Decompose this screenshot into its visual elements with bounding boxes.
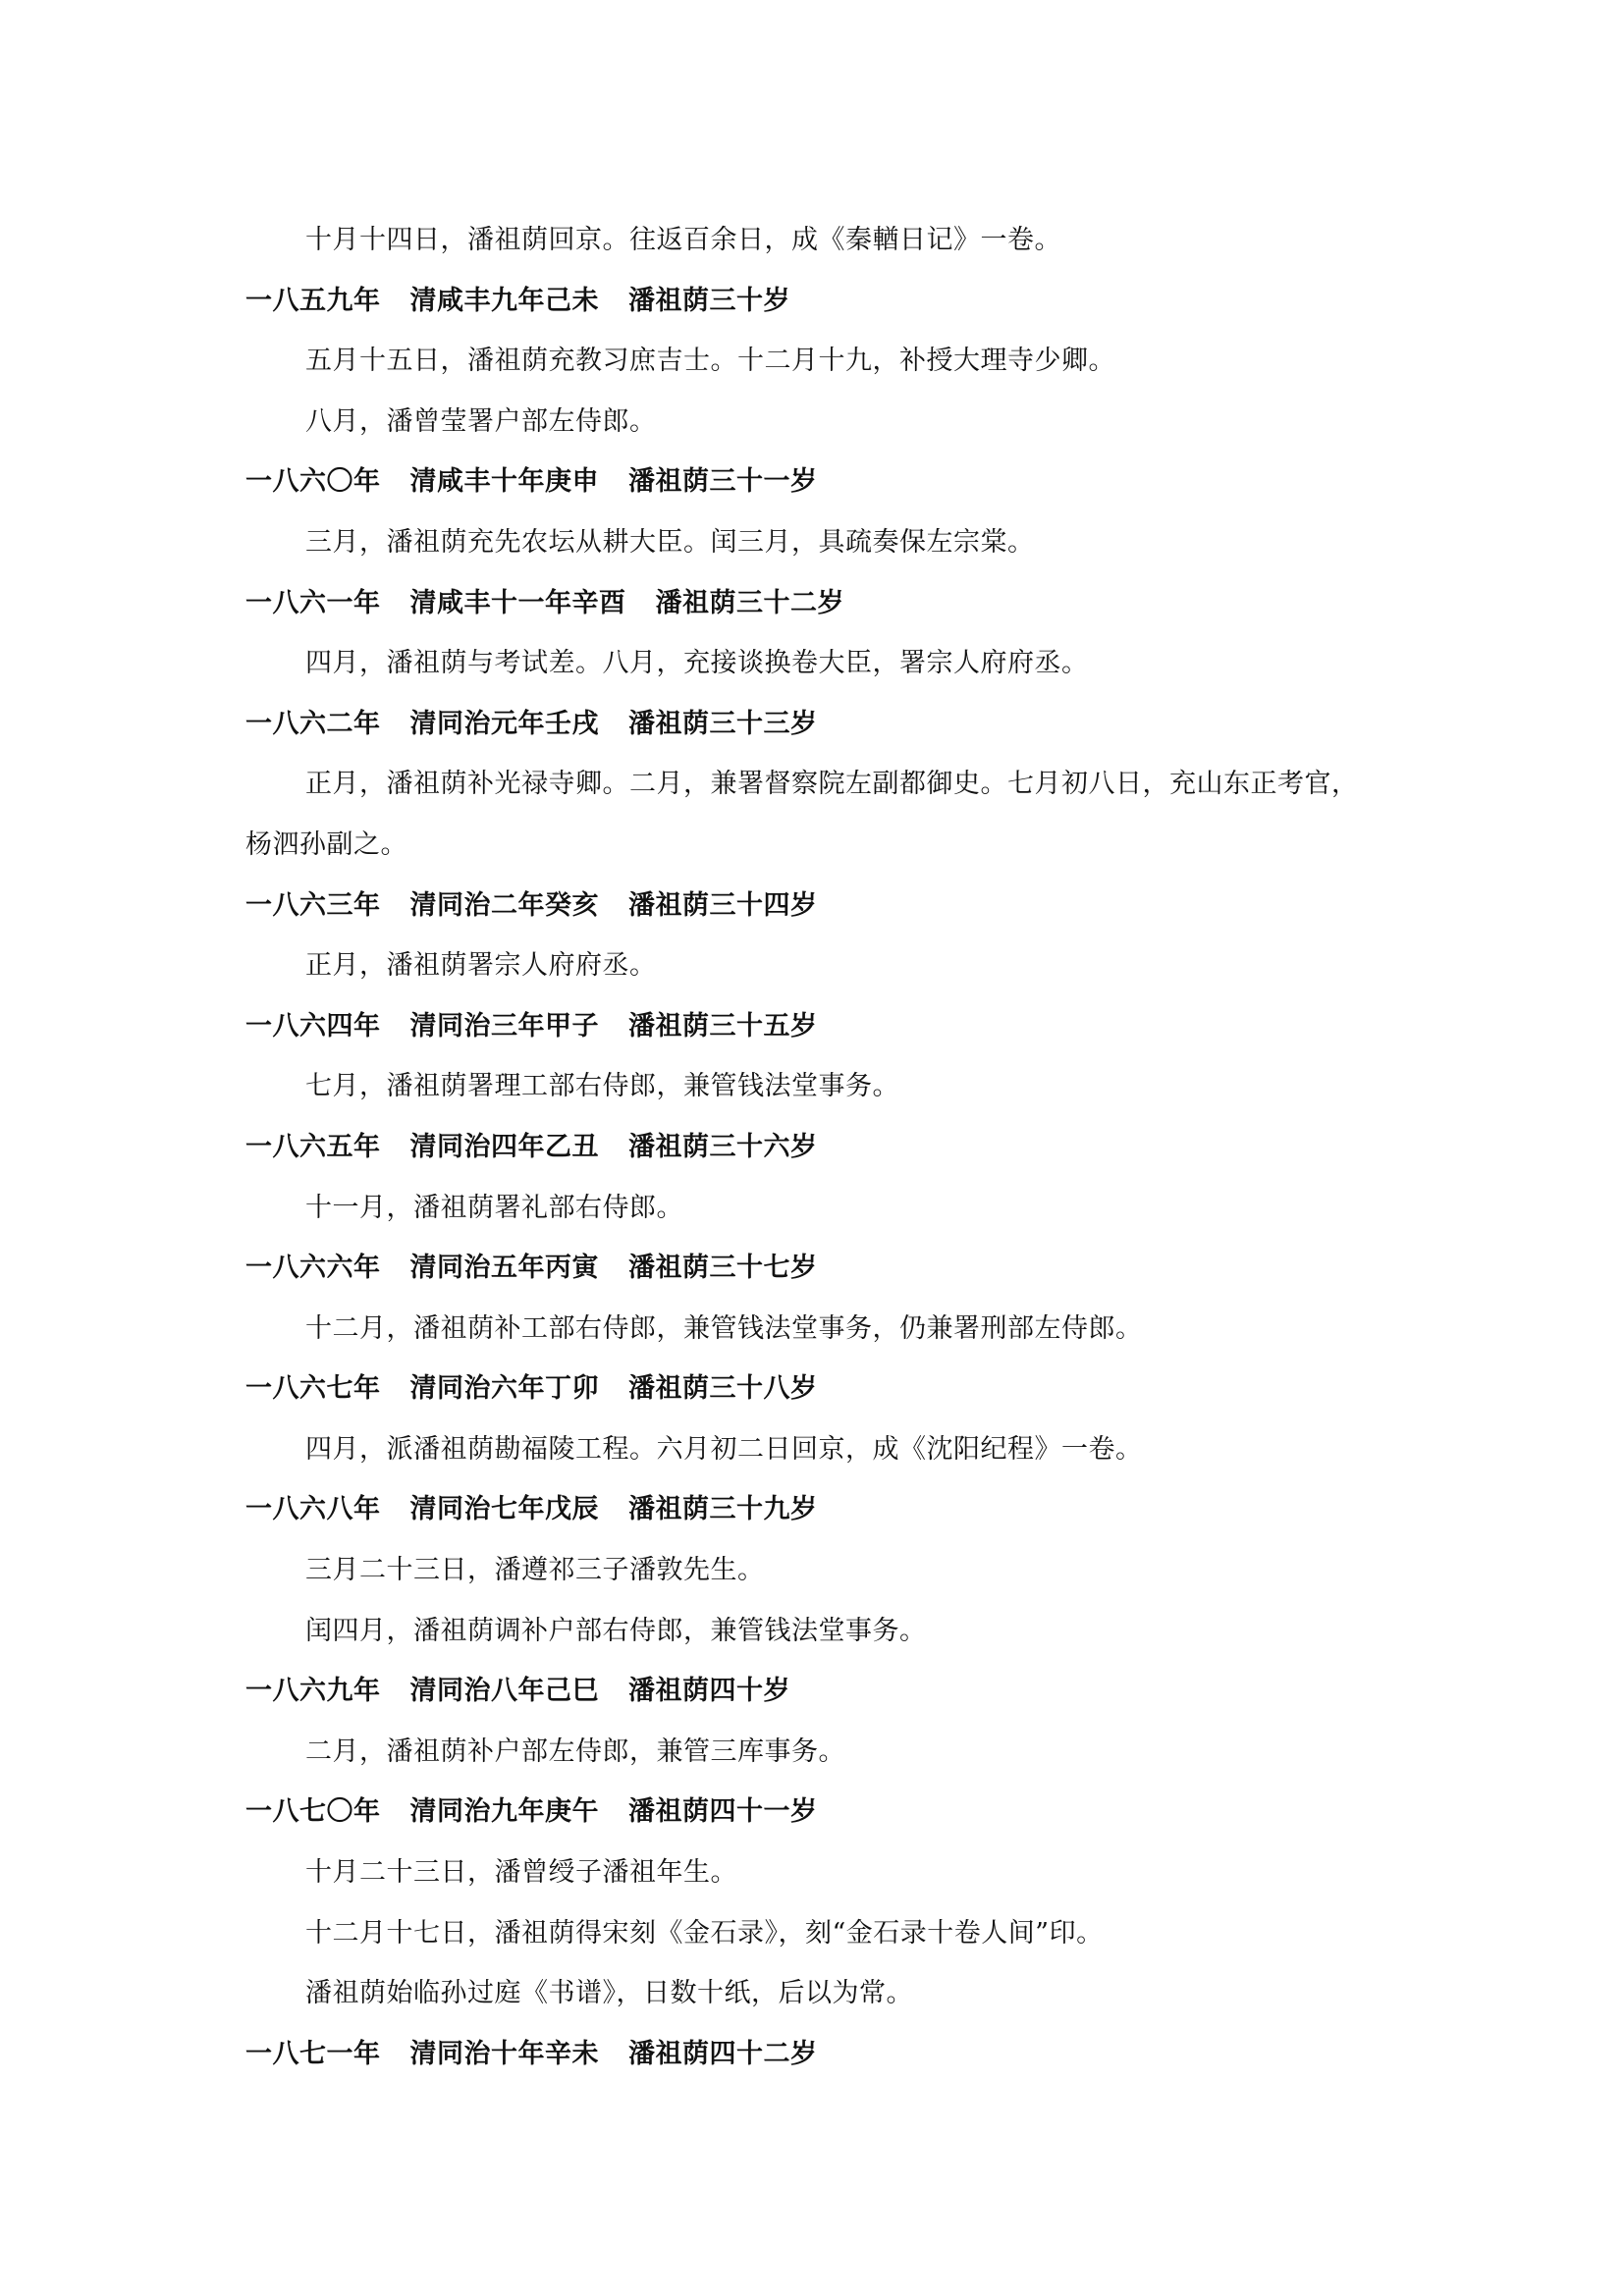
heading-age: 潘祖荫三十二岁 [655, 587, 844, 618]
year-heading [245, 452, 1384, 512]
heading-year: 一八六八年 [245, 1494, 381, 1525]
year-heading [245, 1782, 1384, 1842]
year-heading [245, 876, 1384, 936]
year-heading [245, 996, 1384, 1057]
year-heading [245, 1117, 1384, 1178]
year-heading [245, 1359, 1384, 1419]
heading-year: 一八六三年 [245, 889, 381, 921]
paragraph: 十一月，潘祖荫署礼部右侍郎。 [305, 1192, 683, 1223]
heading-year: 一八六九年 [245, 1676, 381, 1707]
paragraph: 三月，潘祖荫充先农坛从耕大臣。闰三月，具疏奏保左宗棠。 [305, 526, 1035, 558]
heading-age: 潘祖荫三十四岁 [628, 889, 818, 921]
heading-era: 清同治六年丁卯 [409, 1373, 599, 1405]
heading-age: 潘祖荫三十五岁 [628, 1010, 818, 1041]
paragraph: 十月十四日，潘祖荫回京。往返百余日，成《秦輶日记》一卷。 [305, 225, 1061, 255]
chronicle-text [245, 210, 1384, 2084]
paragraph: 四月，潘祖荫与考试差。八月，充接谈换卷大臣，署宗人府府丞。 [305, 648, 1089, 679]
year-heading [245, 2024, 1384, 2085]
heading-age: 潘祖荫三十六岁 [628, 1131, 818, 1162]
heading-age: 潘祖荫四十二岁 [628, 2038, 818, 2069]
year-heading [245, 1238, 1384, 1299]
paragraph: 二月，潘祖荫补户部左侍郎，兼管三库事务。 [305, 1735, 845, 1767]
paragraph: 潘祖荫始临孙过庭《书谱》，日数十纸，后以为常。 [305, 1978, 913, 2009]
heading-year: 一八六四年 [245, 1010, 381, 1041]
heading-age: 潘祖荫三十三岁 [628, 708, 818, 739]
year-heading [245, 1479, 1384, 1540]
paragraph: 五月十五日，潘祖荫充教习庶吉士。十二月十九，补授大理寺少卿。 [305, 346, 1115, 377]
heading-era: 清同治七年戊辰 [409, 1494, 599, 1525]
paragraph-continuation: 杨泗孙副之。 [245, 828, 407, 860]
heading-era: 清同治二年癸亥 [409, 889, 599, 921]
heading-age: 潘祖荫四十岁 [628, 1676, 790, 1707]
heading-age: 潘祖荫四十一岁 [628, 1796, 818, 1828]
paragraph: 正月，潘祖荫补光禄寺卿。二月，兼署督察院左副都御史。七月初八日，充山东正考官， [305, 769, 1359, 800]
heading-era: 清同治八年己巳 [409, 1676, 599, 1707]
heading-age: 潘祖荫三十岁 [628, 285, 790, 316]
heading-era: 清同治九年庚午 [409, 1796, 599, 1828]
heading-era: 清同治五年丙寅 [409, 1253, 599, 1284]
paragraph: 正月，潘祖荫署宗人府府丞。 [305, 950, 657, 982]
heading-year: 一八六七年 [245, 1373, 381, 1405]
heading-era: 清同治四年乙丑 [409, 1131, 599, 1162]
heading-year: 一八七〇年 [245, 1796, 381, 1828]
heading-age: 潘祖荫三十一岁 [628, 466, 818, 498]
heading-year: 一八六二年 [245, 708, 381, 739]
heading-era: 清咸丰九年己未 [409, 285, 599, 316]
heading-year: 一八七一年 [245, 2038, 381, 2069]
paragraph: 十二月十七日，潘祖荫得宋刻《金石录》，刻“金石录十卷人间”印。 [305, 1917, 1104, 1949]
paragraph: 十月二十三日，潘曾绶子潘祖年生。 [305, 1857, 737, 1889]
year-heading [245, 694, 1384, 755]
heading-age: 潘祖荫三十九岁 [628, 1494, 818, 1525]
year-heading [245, 573, 1384, 634]
heading-age: 潘祖荫三十八岁 [628, 1373, 818, 1405]
heading-era: 清同治元年壬戌 [409, 708, 599, 739]
heading-year: 一八六五年 [245, 1131, 381, 1162]
heading-year: 一八六一年 [245, 587, 381, 618]
heading-era: 清同治十年辛未 [409, 2038, 599, 2069]
paragraph: 闰四月，潘祖荫调补户部右侍郎，兼管钱法堂事务。 [305, 1615, 927, 1646]
heading-year: 一八六六年 [245, 1253, 381, 1284]
heading-year: 一八五九年 [245, 285, 381, 316]
paragraph: 四月，派潘祖荫勘福陵工程。六月初二日回京，成《沈阳纪程》一卷。 [305, 1433, 1143, 1465]
year-heading [245, 1661, 1384, 1722]
heading-era: 清咸丰十年庚申 [409, 466, 599, 498]
heading-era: 清咸丰十一年辛酉 [409, 587, 626, 618]
year-heading [245, 271, 1384, 332]
paragraph: 八月，潘曾莹署户部左侍郎。 [305, 405, 657, 437]
paragraph: 七月，潘祖荫署理工部右侍郎，兼管钱法堂事务。 [305, 1071, 899, 1102]
heading-era: 清同治三年甲子 [409, 1010, 599, 1041]
paragraph: 三月二十三日，潘遵祁三子潘敦先生。 [305, 1555, 765, 1586]
heading-year: 一八六〇年 [245, 466, 381, 498]
paragraph: 十二月，潘祖荫补工部右侍郎，兼管钱法堂事务，仍兼署刑部左侍郎。 [305, 1312, 1143, 1344]
heading-age: 潘祖荫三十七岁 [628, 1253, 818, 1284]
